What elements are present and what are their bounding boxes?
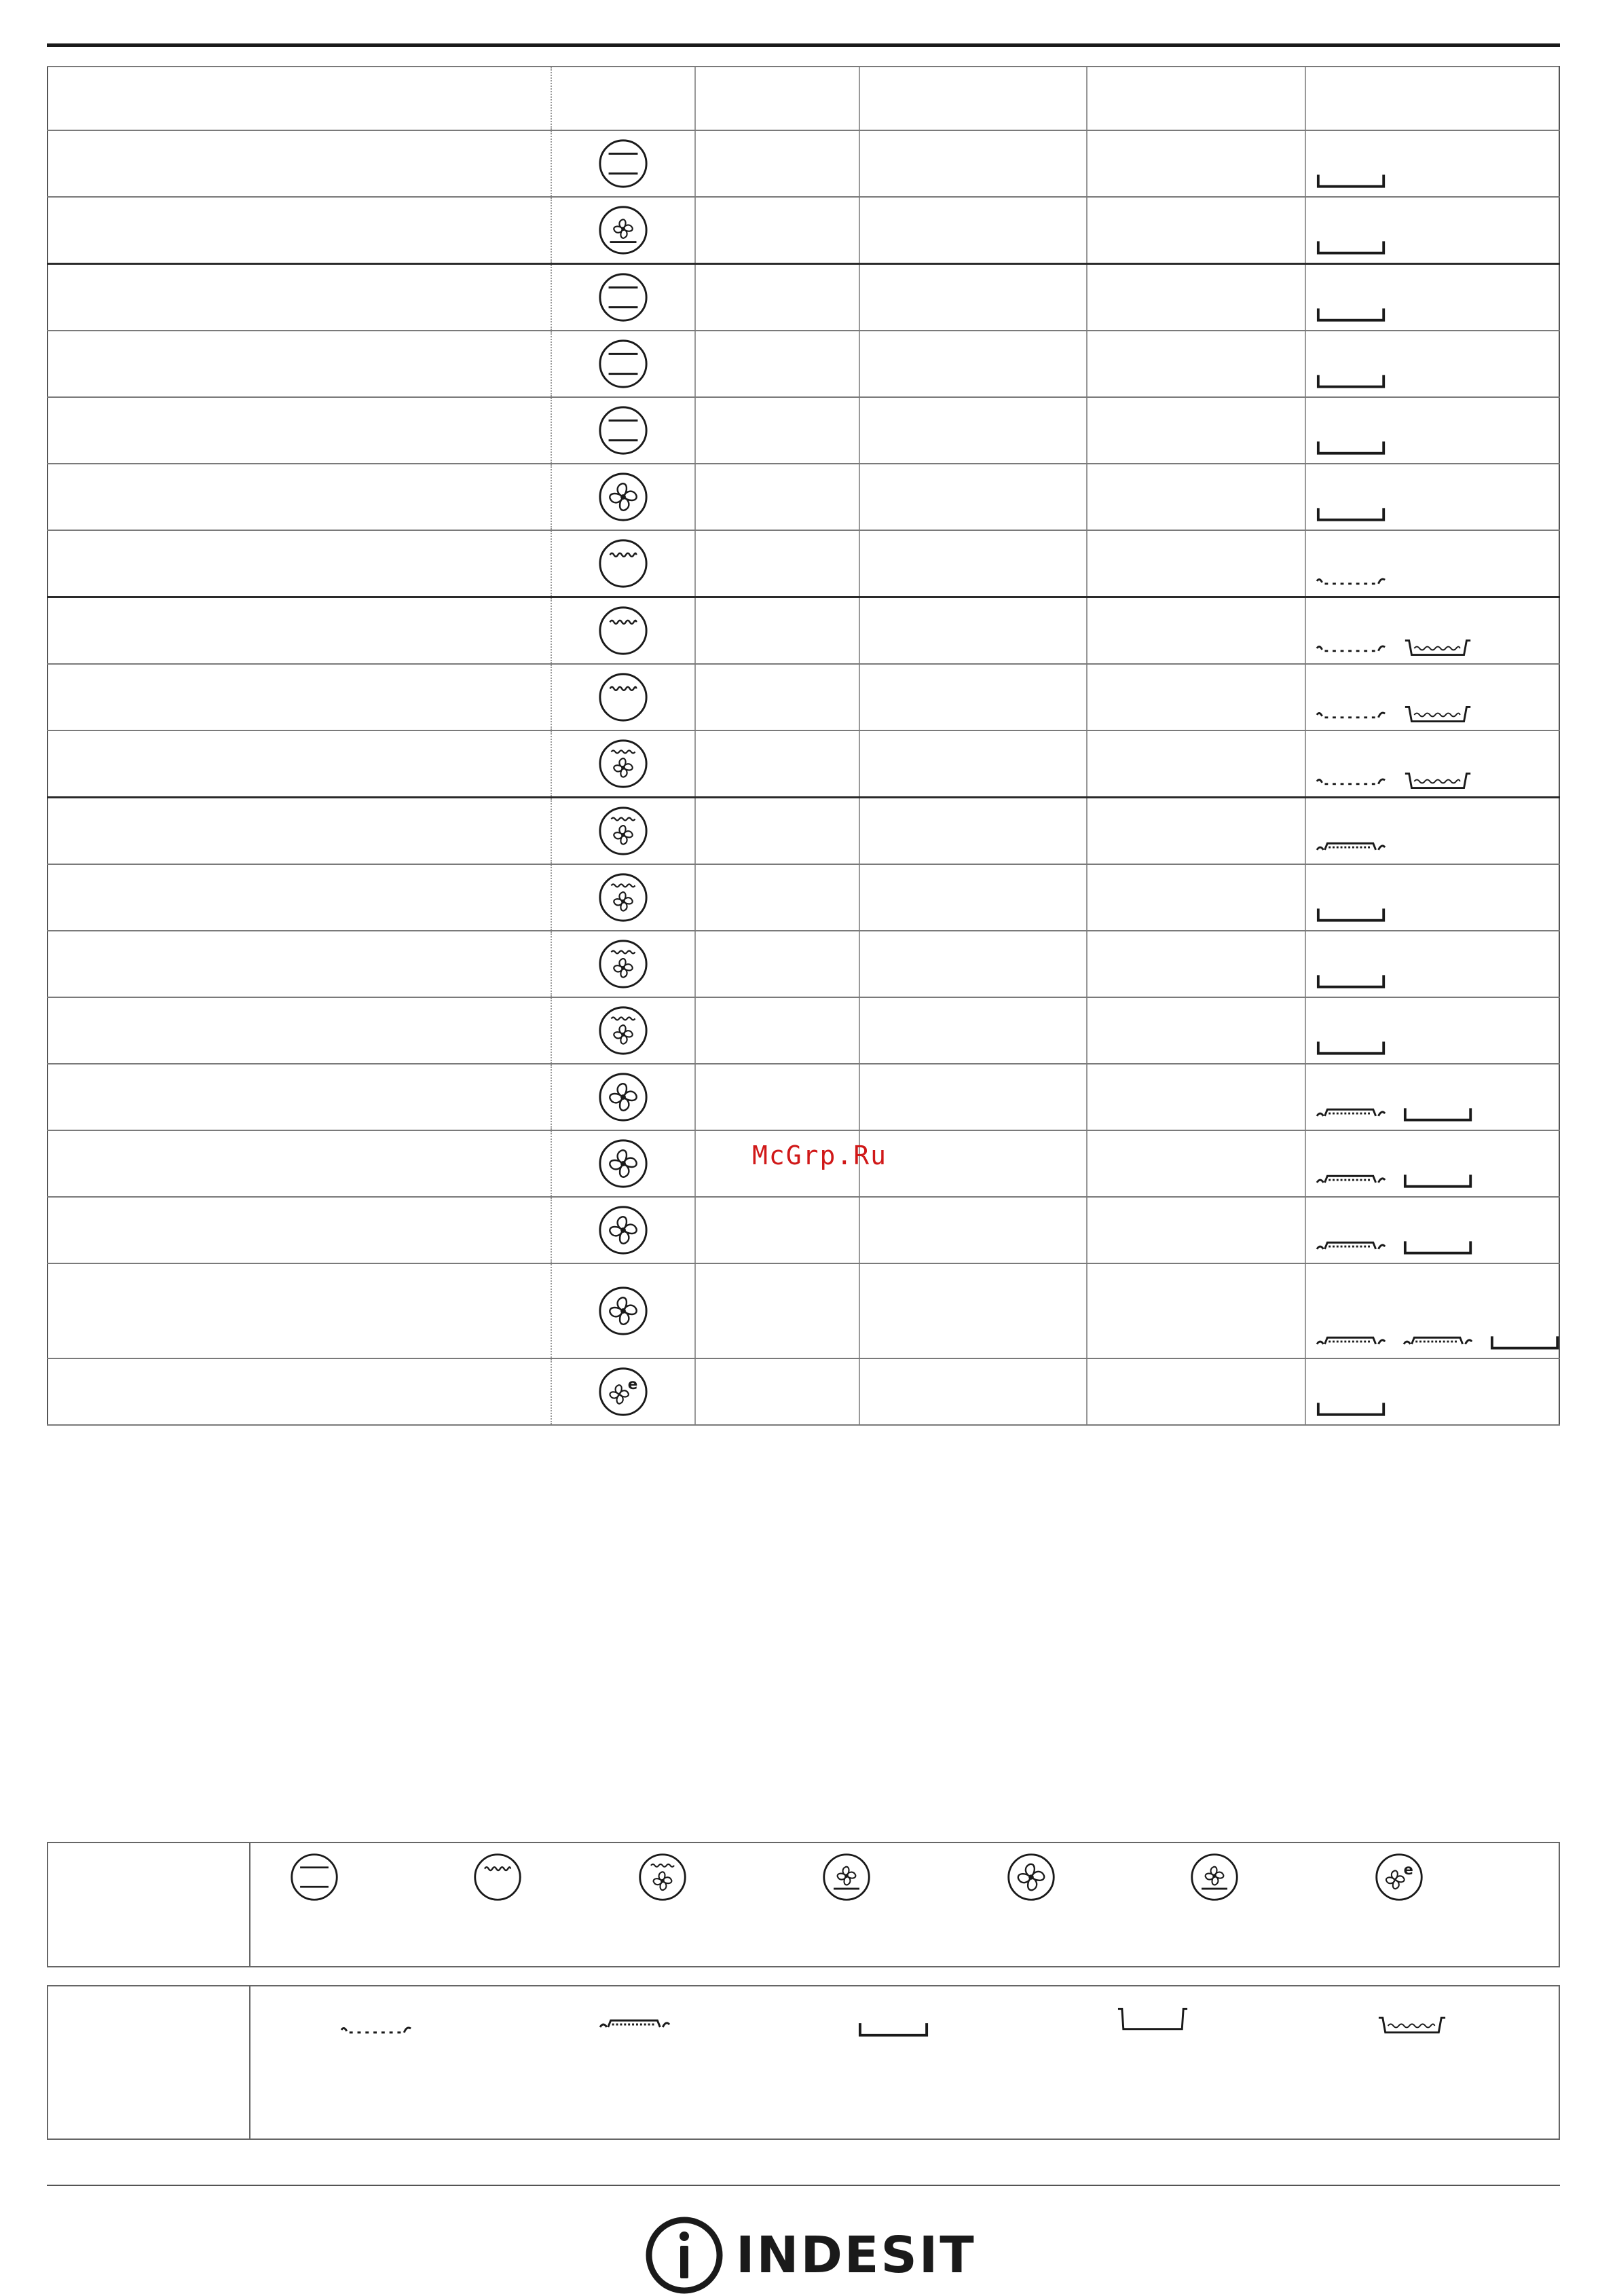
grill-rack-icon [1316,704,1388,724]
table-cell [1087,130,1305,197]
table-cell [695,197,859,264]
function-cell [551,130,695,197]
table-cell [1087,1197,1305,1263]
header-cell [1305,67,1559,130]
turbo-grill-icon [637,1851,688,1903]
table-cell [48,864,551,931]
accessories-cell [1305,798,1559,865]
table-row [48,997,1559,1064]
accessories-list [1316,771,1474,791]
accessories-cell [1305,931,1559,997]
function-cell [551,1358,695,1425]
brand-wordmark: INDESIT [736,2226,976,2284]
table-cell [48,264,551,331]
wire-shelf-icon [1316,904,1388,925]
table-cell [1087,664,1305,730]
eco-fan-icon [1373,1851,1425,1903]
accessories-list [1316,637,1474,658]
function-cell [551,530,695,597]
table-cell [859,1130,1087,1197]
baking-tray-icon [1316,1104,1388,1124]
table-cell [695,464,859,530]
accessories-cell [1305,997,1559,1064]
table-cell [695,730,859,798]
table-cell [859,530,1087,597]
accessories-cell [1305,730,1559,798]
table-cell [1087,530,1305,597]
wire-shelf-icon [857,2015,931,2043]
table-row [48,730,1559,798]
accessories-cell [1305,530,1559,597]
accessories-cell [1305,1064,1559,1130]
table-cell [48,1263,551,1358]
table-cell [695,130,859,197]
table-row [48,464,1559,530]
table-cell [1087,798,1305,865]
table-cell [859,130,1087,197]
accessories-list [1316,371,1388,391]
function-cell [551,997,695,1064]
accessories-list [1316,704,1474,724]
table-cell [859,864,1087,931]
conventional-icon [597,404,650,457]
conventional-icon [597,337,650,390]
table-cell [695,1358,859,1425]
accessories-list [1316,971,1388,991]
function-cell [551,730,695,798]
accessories-cell [1305,1197,1559,1263]
table-row [48,1263,1559,1358]
drip-tray-icon [1402,771,1474,791]
accessories-list [1316,838,1388,858]
table-cell [695,264,859,331]
table-row [48,664,1559,730]
header-cell [859,67,1087,130]
legend-function-item [1373,1851,1425,1903]
function-cell [551,331,695,397]
table-cell [1087,1130,1305,1197]
table-cell [1087,331,1305,397]
table-cell [695,331,859,397]
baking-tray-icon [1402,1332,1474,1352]
accessories-cell [1305,1263,1559,1358]
wire-shelf-icon [1316,304,1388,325]
table-row [48,264,1559,331]
wire-shelf-icon [1402,1237,1474,1257]
grill-rack-icon [340,2015,413,2043]
function-cell [551,464,695,530]
wire-shelf-icon [1489,1332,1561,1352]
legend-function-item [637,1851,688,1903]
legend-function-item [821,1851,872,1903]
function-cell [551,1197,695,1263]
baking-tray-icon [1316,1170,1388,1191]
table-cell [48,130,551,197]
accessories-cell [1305,264,1559,331]
drip-tray-icon [1376,2011,1449,2039]
accessories-list [1316,237,1388,257]
table-row [48,864,1559,931]
table-cell [859,997,1087,1064]
grill-rack-icon [1316,771,1388,791]
convection-fan-icon [1005,1851,1057,1903]
accessories-cell [1305,464,1559,530]
table-cell [1087,931,1305,997]
accessories-list [1316,304,1388,325]
table-row [48,931,1559,997]
table-cell [1087,197,1305,264]
table-cell [695,597,859,665]
convection-fan-icon [597,1071,650,1124]
legend-accessory-item [340,2015,413,2043]
accessories-list [1316,1037,1388,1058]
top-rule [47,43,1560,47]
bottom-rule [47,2185,1560,2186]
function-cell [551,931,695,997]
table-cell [859,931,1087,997]
table-cell [695,1263,859,1358]
baking-tray-icon [599,2011,672,2039]
table-cell [48,331,551,397]
table-cell [859,798,1087,865]
conventional-icon [597,137,650,190]
accessories-list [1316,570,1388,591]
convection-fan-icon [597,1137,650,1190]
table-cell [48,197,551,264]
table-cell [859,1064,1087,1130]
legend-function-item [1189,1851,1240,1903]
legend-accessories-label [48,1986,250,2138]
accessories-list [1316,437,1388,458]
table-cell [48,530,551,597]
table-cell [695,798,859,865]
accessories-cell [1305,1130,1559,1197]
accessories-cell [1305,664,1559,730]
table-cell [859,197,1087,264]
bottom-fan-icon [821,1851,872,1903]
function-cell [551,798,695,865]
header-cell [695,67,859,130]
baking-tray-icon [1316,1332,1388,1352]
table-cell [859,331,1087,397]
accessories-list [1316,1332,1561,1352]
function-cell [551,397,695,464]
table-cell [695,664,859,730]
table-cell [859,464,1087,530]
table-cell [859,1263,1087,1358]
table-row [48,130,1559,197]
legend-function-item [289,1851,340,1903]
wire-shelf-icon [1316,437,1388,458]
table-cell [48,664,551,730]
table-cell [48,1130,551,1197]
table-cell [48,464,551,530]
legend-function-item [1005,1851,1057,1903]
legend-functions-label [48,1843,250,1966]
wire-shelf-icon [1316,971,1388,991]
table-cell [48,1064,551,1130]
function-cell [551,1064,695,1130]
turbo-grill-icon [597,737,650,790]
legend-functions [47,1842,1560,1967]
table-cell [48,931,551,997]
table-cell [48,1358,551,1425]
drip-tray-icon [1402,637,1474,658]
wire-shelf-icon [1316,1399,1388,1419]
table-cell [48,730,551,798]
accessories-cell [1305,130,1559,197]
table-row [48,197,1559,264]
table-cell [859,397,1087,464]
baking-tray-icon [1316,1237,1388,1257]
accessories-cell [1305,597,1559,665]
wire-shelf-icon [1402,1104,1474,1124]
eco-fan-icon [597,1365,650,1418]
grill-rack-icon [1316,637,1388,658]
grill-icon [472,1851,523,1903]
grill-rack-icon [1316,570,1388,591]
function-cell [551,1263,695,1358]
turbo-grill-icon [597,1004,650,1057]
table-cell [695,397,859,464]
convection-fan-icon [597,1284,650,1337]
table-cell [859,664,1087,730]
table-cell [1087,264,1305,331]
header-cell [1087,67,1305,130]
table-cell [1087,1263,1305,1358]
wire-shelf-icon [1316,170,1388,191]
table-cell [1087,1358,1305,1425]
table-cell [1087,597,1305,665]
table-cell [859,264,1087,331]
grill-icon [597,537,650,590]
header-cell [551,67,695,130]
accessories-list [1316,1170,1474,1191]
wire-shelf-icon [1316,371,1388,391]
drip-tray-icon [1402,704,1474,724]
conventional-icon [289,1851,340,1903]
accessories-list [1316,1399,1388,1419]
accessories-cell [1305,331,1559,397]
table-cell [695,864,859,931]
table-cell [859,597,1087,665]
legend-accessory-item [599,2011,672,2039]
accessories-cell [1305,864,1559,931]
function-cell [551,864,695,931]
legend-accessory-item [857,2015,931,2043]
table-cell [695,530,859,597]
legend-accessory-item [1117,2005,1190,2034]
bottom-fan-icon [1189,1851,1240,1903]
table-row [48,397,1559,464]
wire-shelf-icon [1402,1170,1474,1191]
convection-fan-icon [597,1204,650,1257]
table-row [48,1358,1559,1425]
accessories-cell [1305,197,1559,264]
watermark: McGrp.Ru [752,1141,888,1170]
legend-accessories [47,1985,1560,2140]
table-row [48,1197,1559,1263]
table-cell [48,597,551,665]
table-cell [1087,730,1305,798]
table-cell [695,1197,859,1263]
wire-shelf-icon [1316,237,1388,257]
turbo-grill-icon [597,871,650,924]
accessories-list [1316,170,1388,191]
turbo-grill-icon [597,804,650,857]
table-cell [1087,464,1305,530]
table-cell [48,397,551,464]
accessories-cell [1305,397,1559,464]
function-cell [551,1130,695,1197]
cooking-table [47,66,1560,1426]
table-cell [695,997,859,1064]
table-cell [695,931,859,997]
function-cell [551,664,695,730]
function-cell [551,197,695,264]
conventional-icon [597,271,650,324]
table-cell [859,1358,1087,1425]
accessories-list [1316,1104,1474,1124]
accessories-cell [1305,1358,1559,1425]
accessories-list [1316,504,1388,524]
table-cell [695,1064,859,1130]
table-row [48,597,1559,665]
grill-icon [597,604,650,657]
table-cell [859,730,1087,798]
turbo-grill-icon [597,938,650,990]
table-cell [1087,864,1305,931]
function-cell [551,597,695,665]
table-cell [1087,1064,1305,1130]
table-row [48,331,1559,397]
convection-fan-icon [597,470,650,523]
brand-logo [644,2215,976,2296]
table-cell [1087,997,1305,1064]
table-cell [859,1197,1087,1263]
header-cell [48,67,551,130]
baking-tray-icon [1316,838,1388,858]
bottom-fan-icon [597,204,650,257]
table-cell [48,1197,551,1263]
table-cell [1087,397,1305,464]
table-cell [48,798,551,865]
legend-function-item [472,1851,523,1903]
grill-icon [597,671,650,724]
table-row [48,530,1559,597]
brand-logo-icon [644,2215,725,2296]
table-cell [48,997,551,1064]
wire-shelf-icon [1316,504,1388,524]
wire-shelf-icon [1316,1037,1388,1058]
function-cell [551,264,695,331]
table-row [48,1064,1559,1130]
table-row [48,798,1559,865]
legend-accessory-item [1376,2011,1449,2039]
accessories-list [1316,1237,1474,1257]
deep-tray-icon [1117,2005,1190,2034]
table-header-row [48,67,1559,130]
accessories-list [1316,904,1388,925]
